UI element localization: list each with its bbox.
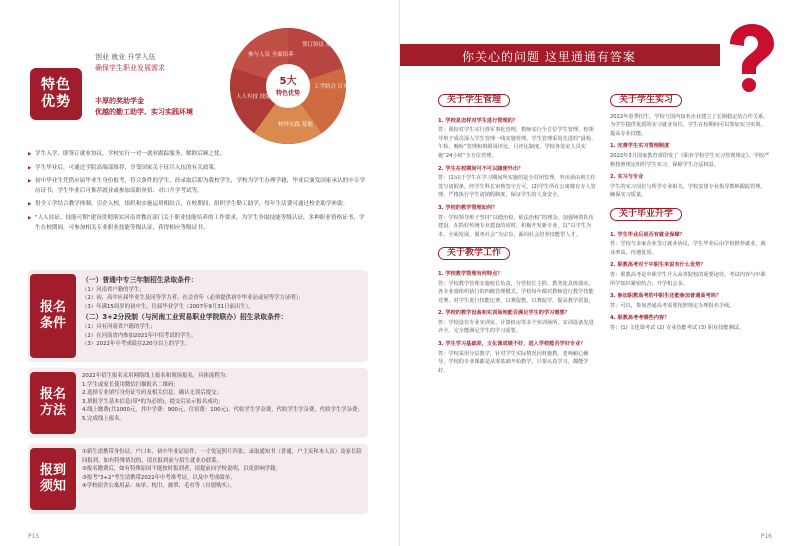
feature-line-2: 确保学生职业发展需求 — [95, 64, 165, 72]
faq-answer: 答：职教高考是中职学生升入高等院校的重要途径，考试内容与中职所学知识紧密结合，升学机会多。 — [610, 271, 766, 287]
faq-block-title: 关于毕业升学 — [610, 208, 682, 221]
enroll-content — [82, 274, 364, 349]
bullet-item: ▶ 初中毕业生凭借应届毕业生身份报考，符合条件的学生，经录取后即为我校学生，学校为学生办理学籍，毕业后颁发国家承认的中专学历证书，学生毕业后可推荐就业或参加高职单招、对口升学考试等。 — [28, 177, 366, 196]
enroll-item: （3）2022年中考成绩在220分以上的学生。 — [82, 341, 191, 348]
report-item: ①新生需携带身份证、户口本、初中毕业证原件、一寸免冠照片四张、录取通知书（普通、户主页和本人页）及家长陪同报到。如有特殊情况的，请在报到前与招生就业办联系。 — [82, 449, 362, 464]
faq-answer: 答：学校设有专业实训室、计算机房等多个实训场所，实训设备先进齐全，完全能满足学生的学习需要。 — [438, 319, 594, 335]
report-content — [82, 448, 364, 491]
enroll-tag: 报名 条件 — [30, 274, 76, 358]
method-item: 1.学生或家长使用微信扫描报名二维码； — [82, 381, 179, 388]
wheel-seg-3: 校外实践 基地 — [278, 122, 313, 128]
faq-question: 3. 学校的教学管理如何？ — [438, 204, 498, 211]
enroll-item: （1）河南省户籍的学生； — [82, 286, 145, 293]
report-item: ②报名缴费后，如有特殊原因不能按时报到者，请提前向学校说明，以免影响学籍。 — [82, 466, 281, 473]
faq-block-title: 关于教学工作 — [438, 247, 510, 260]
faq-block-internship — [610, 94, 770, 200]
method-item: 4.线上缴费(共1000元，其中学费：900元，住宿费：100元)，代收学生学杂费，代收学生学杂费，代收学生学杂费； — [82, 407, 363, 414]
feature-tag: 特色 优势 — [30, 68, 82, 120]
faq-answer: 答：学校领导班子坚持“以德治校、依法治校”的理念，加强师资队伍建设，在抓好传统专业建设的同时，积极开发新专业，以“以学生为本、全面发展、服务社会”为宗旨，面向社会培养技能型人才。 — [438, 214, 594, 238]
faq-question: 1. 学校教学管理有何特点？ — [438, 270, 503, 277]
report-panel — [28, 444, 368, 514]
faq-answer: 答：可以，参加普通高考需要按照规定办理报名手续。 — [610, 302, 735, 309]
page-number-right: P16 — [760, 533, 772, 540]
faq-question: 1. 学生毕业后是否有就业保障？ — [610, 231, 685, 238]
method-content — [82, 372, 364, 424]
report-item: ③报考"3+2"考生请携带2022年中考准考证，以及中考成绩单。 — [82, 474, 236, 481]
bullet-item: ▶ "人人持证、技能可期"建设贯彻落实河南省教育部门关于职业技能培养的工作要求，为学生争取技能等级认证，多种职业资格证书，学生在校期间，可参加相关专业职业技能等级认证，获得相应等级证书。 — [28, 214, 366, 233]
faq-block-management — [438, 94, 598, 239]
faq-answer: 2022年春季招生，学校与国内知名企业建立了长期稳定的合作关系，为学生提供优质的实习就业岗位，学生在校期间可以参加实习实训，提高专业技能。 — [610, 113, 769, 137]
advantages-wheel — [228, 26, 360, 146]
bullet-item: ▶ 借全工学结合教学体制，引企入校，组织和实施运用相结合，在校期间，组织学生勤工助学，每年生活费可通过校企助学补助。 — [28, 200, 366, 210]
enroll-item: （2）初、高中应届毕业生及同等学力者、社会青年（必须提供初中毕业证或同等学力证明）； — [82, 295, 304, 302]
feature-sub-2: 优越的勤工助学、实习实践环境 — [95, 108, 193, 116]
faq-question: 1. 完善学生实习管理制度 — [610, 143, 670, 150]
faq-question: 2. 学生在校期间可不可以随便外出？ — [438, 165, 524, 172]
feature-line-1: 创业 就业 升学入伍 — [95, 53, 156, 61]
faq-question: 2. 职教高考对于中职生来说有什么优势？ — [610, 262, 706, 269]
faq-question: 1. 学校是怎样对学生进行管理的？ — [438, 117, 519, 124]
feature-sub — [95, 96, 245, 118]
enroll-item: （3）年满15周岁的初中生、往届毕业学生（2007年9月31日前出生）。 — [82, 303, 254, 310]
feature-bullets — [28, 150, 366, 237]
faq-answer: 答：我校对学生实行准军事化管理，教师实行全方位学生管理，校领导班子成员深入学生管理一线实施管理，学生管理采用先进的“晨检、午检、晚检”管理和班级周评比、月评比制度，学校各处室人员实施“24小时”全方位管理。 — [438, 127, 597, 159]
faq-answer: 答：学校采用分层教学，针对学生实际情况因材施教，老师耐心辅导，学校的专业课都是从零基础开始教学，只要认真学习，都能学好。 — [438, 350, 589, 374]
wheel-seg-5: 参与人员 全面培养 — [248, 52, 294, 58]
right-page — [400, 0, 800, 546]
wheel-seg-2: 工学结合 订单培养 — [314, 84, 360, 90]
faq-question: 2. 学校的教学设备和实训场地能否满足学生的学习需要？ — [438, 310, 570, 317]
faq-column-2 — [610, 94, 770, 334]
faq-question: 4. 职教高考考哪些内容？ — [610, 315, 670, 322]
faq-answer: 学生的实习岗位与所学专业相关，学校安排专业指导教师跟踪管理，确保实习质量。 — [610, 183, 766, 199]
method-item: 2.选择专业填写身份证号码及相关信息，确认无误后提交； — [82, 390, 222, 397]
faq-answer: 答：(1)由于学生在学习期间所实施的是全封闭管理，外出须由班主任签写请假条，经学生科长审核签字方可。(2)学生所在公寓楼有专人管理，严格执行学生请销假制度，保证学生的人身安全。 — [438, 175, 596, 199]
method-item: 3.填报学生基本信息(带*的为必填)，提交后显示报名成功； — [82, 398, 224, 405]
wheel-seg-4: 人人有技 技能 — [236, 94, 271, 100]
method-panel — [28, 368, 368, 438]
faq-block-teaching — [438, 247, 598, 375]
wheel-seg-1: 签订协议 推荐就业 — [302, 42, 348, 48]
faq-block-title: 关于学生管理 — [438, 94, 510, 107]
faq-answer: 答：学校与多家企业签订就业协议，学生毕业后由学校推荐就业，就业率高，待遇优厚。 — [610, 241, 766, 256]
faq-answer: 2022年3月国家教育部印发了《职业学校学生实习管理规定》，学校严格按照规定组织学生实习，保障学生合法权益。 — [610, 152, 770, 168]
faq-question: 3. 学生学习基础差，文化课成绩不好，进入学校能否学好专业？ — [438, 341, 586, 348]
wheel-center-top: 5大 — [279, 76, 297, 87]
page-title: 你关心的问题 这里通通有答案 — [462, 50, 636, 64]
bullet-item: ▶ 学生毕业后，可通过学院高端部推荐，享受国家关于征兵入伍的有关政策。 — [28, 164, 366, 174]
feature-sub-1: 丰厚的奖助学金 — [95, 97, 144, 105]
page-number-left: P15 — [28, 533, 40, 540]
enroll-panel — [28, 270, 368, 362]
wheel-center-bottom: 特色优势 — [275, 90, 301, 97]
faq-column-1 — [438, 94, 598, 377]
enroll-heading-2: （二）3+2分段制（与河南工业贸易职业学院联办）招生录取条件： — [82, 313, 288, 322]
method-item: 5.完成线上报名。 — [82, 415, 125, 422]
enroll-item: （1）具有河南省户籍的学生； — [82, 323, 156, 330]
method-tag: 报名 方法 — [30, 372, 76, 434]
report-tag: 报到 须知 — [30, 448, 76, 510]
feature-intro — [95, 52, 235, 74]
enroll-heading-1: （一）普通中专三年制招生录取条件： — [82, 276, 198, 284]
faq-block-title: 关于学生实习 — [610, 94, 682, 107]
faq-question: 2. 实习与专业 — [610, 174, 644, 181]
bullet-item: ▶ 学生入学、即签订就业协议，学校实行一对一就业跟踪服务，解除后顾之忧。 — [28, 150, 366, 160]
method-item: 2022年招生报名采用网络线上报名和现场报名，具体流程为： — [82, 373, 231, 379]
faq-answer: 答：(1) 文化课考试 (2) 专业技能考试 (3) 职业技能测试。 — [610, 324, 745, 331]
report-item: ④学校宿舍公寓用品：床单、枕巾、被罩、毛巾等（自愿购买）。 — [82, 483, 236, 490]
faq-answer: 答：学校教学管理实施校长负责、分管校长主抓、教务处具体落实、各专业部组织执行的四级管理模式。学校每年都对教师进行教学技能竞赛，对学生进行技能比赛，以赛促教，以赛促学，提高教学质量。 — [438, 280, 594, 304]
enroll-item: （2）在河南省内参加2021年中招考试的学生； — [82, 332, 197, 339]
faq-block-graduation — [610, 208, 770, 333]
question-mark-icon — [716, 22, 780, 94]
faq-question: 3. 参加职教高考的中职生还能参加普通高考吗？ — [610, 293, 722, 300]
